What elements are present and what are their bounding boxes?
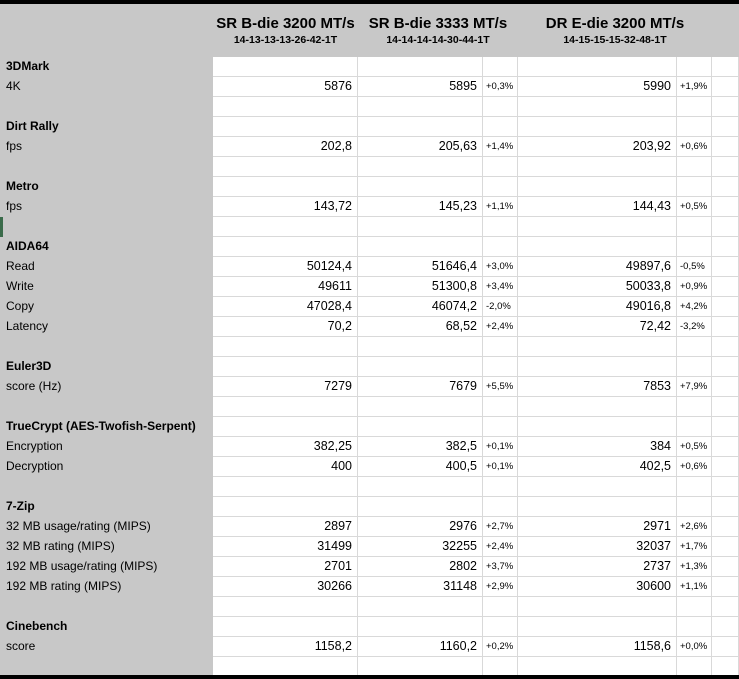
value-cell-sr-bdie-3200[interactable]: 2897 [213,517,358,537]
spare-cell[interactable] [712,157,739,177]
value-cell-dr-edie-3200[interactable]: 203,92 [518,137,677,157]
value-cell-sr-bdie-3200[interactable] [213,417,358,437]
spare-cell[interactable] [712,657,739,677]
value-cell-sr-bdie-3200[interactable]: 31499 [213,537,358,557]
table-header [0,4,739,57]
table-row [0,277,739,297]
spare-cell[interactable] [712,477,739,497]
table-row [0,397,739,417]
row-label-cell[interactable]: TrueCrypt (AES-Twofish-Serpent) [0,417,213,437]
value-cell-sr-bdie-3200[interactable]: 400 [213,457,358,477]
value-cell-dr-edie-3200[interactable] [518,417,677,437]
value-cell-sr-bdie-3200[interactable] [213,177,358,197]
value-cell-dr-edie-3200[interactable]: 2737 [518,557,677,577]
spare-cell[interactable] [712,557,739,577]
delta-cell-dr-edie-3200[interactable]: -3,2% [677,317,712,337]
table-row [0,617,739,637]
row-label-cell[interactable]: Dirt Rally [0,117,213,137]
delta-cell-dr-edie-3200[interactable]: +7,9% [677,377,712,397]
table-row [0,417,739,437]
value-cell-dr-edie-3200[interactable]: 49016,8 [518,297,677,317]
value-cell-dr-edie-3200[interactable] [518,237,677,257]
value-cell-sr-bdie-3333[interactable] [358,417,483,437]
row-label-cell[interactable]: 32 MB usage/rating (MIPS) [0,517,213,537]
row-label-cell[interactable]: 192 MB rating (MIPS) [0,577,213,597]
spare-cell[interactable] [712,257,739,277]
table-row [0,497,739,517]
delta-cell-sr-bdie-3333[interactable] [483,357,518,377]
row-label-cell[interactable]: AIDA64 [0,237,213,257]
delta-cell-sr-bdie-3333[interactable]: +3,4% [483,277,518,297]
value-cell-sr-bdie-3200[interactable]: 30266 [213,577,358,597]
spare-cell[interactable] [712,437,739,457]
delta-cell-sr-bdie-3333[interactable]: -2,0% [483,297,518,317]
delta-cell-dr-edie-3200[interactable] [677,477,712,497]
table-row [0,57,739,77]
value-cell-dr-edie-3200[interactable]: 1158,6 [518,637,677,657]
spare-cell[interactable] [712,237,739,257]
value-cell-sr-bdie-3333[interactable]: 31148 [358,577,483,597]
value-cell-sr-bdie-3333[interactable]: 32255 [358,537,483,557]
value-cell-sr-bdie-3200[interactable] [213,597,358,617]
table-body [0,57,739,677]
column-header-sr-bdie-3200[interactable] [213,4,358,57]
delta-cell-sr-bdie-3333[interactable] [483,57,518,77]
delta-cell-sr-bdie-3333[interactable]: +0,2% [483,637,518,657]
table-row [0,577,739,597]
value-cell-dr-edie-3200[interactable] [518,617,677,637]
delta-cell-sr-bdie-3333[interactable]: +2,4% [483,317,518,337]
value-cell-sr-bdie-3333[interactable]: 205,63 [358,137,483,157]
delta-cell-dr-edie-3200[interactable] [677,217,712,237]
table-row [0,157,739,177]
row-label-cell[interactable]: Decryption [0,457,213,477]
delta-cell-dr-edie-3200[interactable] [677,357,712,377]
value-cell-sr-bdie-3333[interactable] [358,397,483,417]
row-label-cell[interactable]: score [0,637,213,657]
value-cell-sr-bdie-3333[interactable] [358,617,483,637]
table-row [0,357,739,377]
delta-cell-sr-bdie-3333[interactable] [483,617,518,637]
value-cell-sr-bdie-3333[interactable]: 2802 [358,557,483,577]
value-cell-sr-bdie-3200[interactable]: 1158,2 [213,637,358,657]
table-row [0,117,739,137]
value-cell-dr-edie-3200[interactable] [518,177,677,197]
value-cell-sr-bdie-3333[interactable]: 2976 [358,517,483,537]
spare-cell[interactable] [712,597,739,617]
spare-cell[interactable] [712,457,739,477]
row-label-cell[interactable]: 192 MB usage/rating (MIPS) [0,557,213,577]
column-title: SR B-die 3200 MT/s [216,15,355,32]
value-cell-sr-bdie-3333[interactable] [358,237,483,257]
row-label-cell[interactable] [0,657,213,677]
value-cell-sr-bdie-3200[interactable]: 70,2 [213,317,358,337]
delta-cell-sr-bdie-3333[interactable] [483,97,518,117]
value-cell-sr-bdie-3200[interactable] [213,657,358,677]
value-cell-sr-bdie-3333[interactable] [358,117,483,137]
value-cell-sr-bdie-3200[interactable] [213,337,358,357]
row-label-cell[interactable]: Metro [0,177,213,197]
value-cell-sr-bdie-3333[interactable] [358,217,483,237]
table-row [0,557,739,577]
row-label-cell[interactable] [0,397,213,417]
value-cell-sr-bdie-3333[interactable] [358,477,483,497]
delta-cell-dr-edie-3200[interactable] [677,597,712,617]
value-cell-dr-edie-3200[interactable] [518,597,677,617]
column-timings: 14-15-15-15-32-48-1T [563,34,667,46]
column-timings: 14-14-14-14-30-44-1T [386,34,490,46]
row-label-cell[interactable]: Euler3D [0,357,213,377]
value-cell-sr-bdie-3333[interactable]: 145,23 [358,197,483,217]
spare-cell[interactable] [712,57,739,77]
delta-cell-dr-edie-3200[interactable]: +1,3% [677,557,712,577]
spare-cell[interactable] [712,417,739,437]
value-cell-dr-edie-3200[interactable] [518,497,677,517]
table-row [0,97,739,117]
spare-cell[interactable] [712,497,739,517]
value-cell-sr-bdie-3333[interactable] [358,97,483,117]
delta-cell-sr-bdie-3333[interactable] [483,237,518,257]
spare-cell[interactable] [712,377,739,397]
delta-cell-sr-bdie-3333[interactable] [483,497,518,517]
spare-cell[interactable] [712,357,739,377]
column-title: DR E-die 3200 MT/s [545,15,685,32]
value-cell-sr-bdie-3200[interactable] [213,157,358,177]
delta-cell-sr-bdie-3333[interactable] [483,597,518,617]
row-label-cell[interactable]: Cinebench [0,617,213,637]
value-cell-dr-edie-3200[interactable] [518,657,677,677]
delta-cell-sr-bdie-3333[interactable]: +1,1% [483,197,518,217]
value-cell-dr-edie-3200[interactable]: 30600 [518,577,677,597]
column-title: SR B-die 3333 MT/s [368,15,508,32]
delta-cell-dr-edie-3200[interactable]: +1,7% [677,537,712,557]
value-cell-sr-bdie-3200[interactable]: 50124,4 [213,257,358,277]
delta-cell-sr-bdie-3333[interactable]: +2,9% [483,577,518,597]
delta-cell-dr-edie-3200[interactable] [677,97,712,117]
table-row [0,457,739,477]
row-label-cell[interactable]: Read [0,257,213,277]
row-label-cell[interactable] [0,477,213,497]
value-cell-sr-bdie-3333[interactable] [358,597,483,617]
delta-cell-sr-bdie-3333[interactable]: +0,1% [483,437,518,457]
row-label-cell[interactable] [0,97,213,117]
spare-cell[interactable] [712,217,739,237]
delta-cell-dr-edie-3200[interactable] [677,337,712,357]
delta-cell-sr-bdie-3333[interactable] [483,397,518,417]
row-label-cell[interactable]: 32 MB rating (MIPS) [0,537,213,557]
spare-cell[interactable] [712,537,739,557]
spare-cell[interactable] [712,117,739,137]
table-row [0,637,739,657]
table-row [0,177,739,197]
table-row [0,597,739,617]
value-cell-sr-bdie-3200[interactable] [213,117,358,137]
row-label-cell[interactable]: Write [0,277,213,297]
value-cell-sr-bdie-3333[interactable] [358,57,483,77]
value-cell-sr-bdie-3200[interactable]: 2701 [213,557,358,577]
delta-cell-sr-bdie-3333[interactable] [483,337,518,357]
spare-cell[interactable] [712,337,739,357]
delta-cell-dr-edie-3200[interactable] [677,117,712,137]
delta-cell-dr-edie-3200[interactable]: +0,5% [677,197,712,217]
delta-cell-sr-bdie-3333[interactable] [483,117,518,137]
delta-cell-sr-bdie-3333[interactable]: +1,4% [483,137,518,157]
value-cell-sr-bdie-3200[interactable] [213,397,358,417]
delta-cell-dr-edie-3200[interactable] [677,657,712,677]
row-label-cell[interactable]: 4K [0,77,213,97]
value-cell-dr-edie-3200[interactable]: 72,42 [518,317,677,337]
value-cell-sr-bdie-3333[interactable]: 382,5 [358,437,483,457]
delta-cell-sr-bdie-3333[interactable]: +0,1% [483,457,518,477]
delta-cell-sr-bdie-3333[interactable] [483,657,518,677]
spare-cell[interactable] [712,517,739,537]
table-row [0,317,739,337]
delta-cell-dr-edie-3200[interactable] [677,237,712,257]
delta-cell-dr-edie-3200[interactable]: -0,5% [677,257,712,277]
spare-cell[interactable] [712,197,739,217]
spare-cell[interactable] [712,397,739,417]
value-cell-sr-bdie-3333[interactable]: 400,5 [358,457,483,477]
value-cell-dr-edie-3200[interactable]: 402,5 [518,457,677,477]
value-cell-sr-bdie-3200[interactable]: 7279 [213,377,358,397]
table-row [0,257,739,277]
table-row [0,77,739,97]
spare-cell[interactable] [712,297,739,317]
delta-cell-dr-edie-3200[interactable] [677,157,712,177]
value-cell-sr-bdie-3333[interactable]: 68,52 [358,317,483,337]
delta-cell-dr-edie-3200[interactable]: +0,5% [677,437,712,457]
value-cell-sr-bdie-3333[interactable] [358,497,483,517]
value-cell-dr-edie-3200[interactable]: 50033,8 [518,277,677,297]
value-cell-dr-edie-3200[interactable]: 5990 [518,77,677,97]
cell-edge-marker [0,217,3,237]
table-row [0,217,739,237]
delta-cell-sr-bdie-3333[interactable]: +3,7% [483,557,518,577]
row-label-cell[interactable]: fps [0,197,213,217]
row-label-cell[interactable] [0,157,213,177]
delta-cell-dr-edie-3200[interactable]: +4,2% [677,297,712,317]
row-label-cell[interactable] [0,217,213,237]
value-cell-dr-edie-3200[interactable]: 384 [518,437,677,457]
column-header-dr-edie-3200[interactable] [518,4,712,57]
value-cell-dr-edie-3200[interactable] [518,117,677,137]
delta-cell-dr-edie-3200[interactable]: +0,6% [677,137,712,157]
value-cell-sr-bdie-3333[interactable]: 7679 [358,377,483,397]
spare-cell[interactable] [712,317,739,337]
value-cell-sr-bdie-3200[interactable]: 382,25 [213,437,358,457]
delta-cell-sr-bdie-3333[interactable] [483,177,518,197]
delta-cell-dr-edie-3200[interactable]: +1,1% [677,577,712,597]
table-row [0,137,739,157]
row-label-cell[interactable]: fps [0,137,213,157]
value-cell-dr-edie-3200[interactable] [518,157,677,177]
value-cell-dr-edie-3200[interactable] [518,57,677,77]
delta-cell-sr-bdie-3333[interactable]: +0,3% [483,77,518,97]
table-row [0,537,739,557]
value-cell-sr-bdie-3200[interactable]: 47028,4 [213,297,358,317]
table-row [0,477,739,497]
value-cell-sr-bdie-3200[interactable]: 202,8 [213,137,358,157]
delta-cell-dr-edie-3200[interactable]: +2,6% [677,517,712,537]
delta-cell-dr-edie-3200[interactable] [677,617,712,637]
value-cell-sr-bdie-3200[interactable] [213,477,358,497]
value-cell-dr-edie-3200[interactable] [518,337,677,357]
value-cell-sr-bdie-3333[interactable]: 1160,2 [358,637,483,657]
value-cell-sr-bdie-3200[interactable]: 143,72 [213,197,358,217]
value-cell-sr-bdie-3333[interactable]: 51646,4 [358,257,483,277]
table-row [0,237,739,257]
spare-cell[interactable] [712,637,739,657]
value-cell-sr-bdie-3200[interactable] [213,237,358,257]
spare-cell[interactable] [712,177,739,197]
table-row [0,517,739,537]
table-row [0,437,739,457]
row-label-cell[interactable]: Encryption [0,437,213,457]
row-label-cell[interactable]: 3DMark [0,57,213,77]
value-cell-dr-edie-3200[interactable]: 2971 [518,517,677,537]
delta-cell-sr-bdie-3333[interactable]: +2,4% [483,537,518,557]
delta-cell-dr-edie-3200[interactable] [677,57,712,77]
row-label-cell[interactable]: 7-Zip [0,497,213,517]
spare-cell[interactable] [712,617,739,637]
value-cell-dr-edie-3200[interactable]: 32037 [518,537,677,557]
value-cell-dr-edie-3200[interactable] [518,477,677,497]
bottom-border-bar [0,675,739,679]
delta-cell-sr-bdie-3333[interactable]: +2,7% [483,517,518,537]
value-cell-sr-bdie-3333[interactable] [358,357,483,377]
spare-cell[interactable] [712,97,739,117]
value-cell-sr-bdie-3333[interactable]: 51300,8 [358,277,483,297]
delta-cell-dr-edie-3200[interactable] [677,177,712,197]
value-cell-sr-bdie-3333[interactable] [358,337,483,357]
table-row [0,297,739,317]
value-cell-sr-bdie-3200[interactable] [213,57,358,77]
value-cell-sr-bdie-3200[interactable] [213,497,358,517]
delta-cell-sr-bdie-3333[interactable]: +3,0% [483,257,518,277]
delta-cell-sr-bdie-3333[interactable] [483,477,518,497]
delta-cell-sr-bdie-3333[interactable]: +5,5% [483,377,518,397]
table-row [0,197,739,217]
delta-cell-dr-edie-3200[interactable] [677,397,712,417]
column-timings: 14-13-13-13-26-42-1T [233,34,338,46]
value-cell-dr-edie-3200[interactable]: 7853 [518,377,677,397]
value-cell-sr-bdie-3333[interactable]: 5895 [358,77,483,97]
value-cell-sr-bdie-3200[interactable] [213,217,358,237]
column-header-sr-bdie-3333[interactable] [358,4,518,57]
value-cell-dr-edie-3200[interactable] [518,97,677,117]
table-row [0,657,739,677]
spare-cell[interactable] [712,577,739,597]
row-label-cell[interactable] [0,337,213,357]
value-cell-sr-bdie-3333[interactable] [358,657,483,677]
value-cell-dr-edie-3200[interactable] [518,397,677,417]
value-cell-sr-bdie-3200[interactable]: 49611 [213,277,358,297]
value-cell-sr-bdie-3333[interactable]: 46074,2 [358,297,483,317]
spare-cell[interactable] [712,77,739,97]
value-cell-sr-bdie-3333[interactable] [358,157,483,177]
value-cell-dr-edie-3200[interactable] [518,217,677,237]
delta-cell-dr-edie-3200[interactable]: +0,0% [677,637,712,657]
value-cell-sr-bdie-3200[interactable] [213,617,358,637]
spare-cell[interactable] [712,137,739,157]
top-border-bar [0,0,739,4]
row-label-cell[interactable]: Copy [0,297,213,317]
value-cell-sr-bdie-3200[interactable] [213,97,358,117]
row-label-cell[interactable] [0,597,213,617]
value-cell-dr-edie-3200[interactable]: 144,43 [518,197,677,217]
delta-cell-sr-bdie-3333[interactable] [483,417,518,437]
delta-cell-sr-bdie-3333[interactable] [483,217,518,237]
delta-cell-dr-edie-3200[interactable] [677,497,712,517]
delta-cell-dr-edie-3200[interactable]: +0,9% [677,277,712,297]
value-cell-sr-bdie-3200[interactable]: 5876 [213,77,358,97]
delta-cell-dr-edie-3200[interactable]: +1,9% [677,77,712,97]
row-label-cell[interactable]: Latency [0,317,213,337]
delta-cell-sr-bdie-3333[interactable] [483,157,518,177]
value-cell-dr-edie-3200[interactable]: 49897,6 [518,257,677,277]
row-label-cell[interactable]: score (Hz) [0,377,213,397]
table-row [0,337,739,357]
value-cell-sr-bdie-3200[interactable] [213,357,358,377]
spare-cell[interactable] [712,277,739,297]
table-row [0,377,739,397]
value-cell-dr-edie-3200[interactable] [518,357,677,377]
value-cell-sr-bdie-3333[interactable] [358,177,483,197]
delta-cell-dr-edie-3200[interactable] [677,417,712,437]
delta-cell-dr-edie-3200[interactable]: +0,6% [677,457,712,477]
